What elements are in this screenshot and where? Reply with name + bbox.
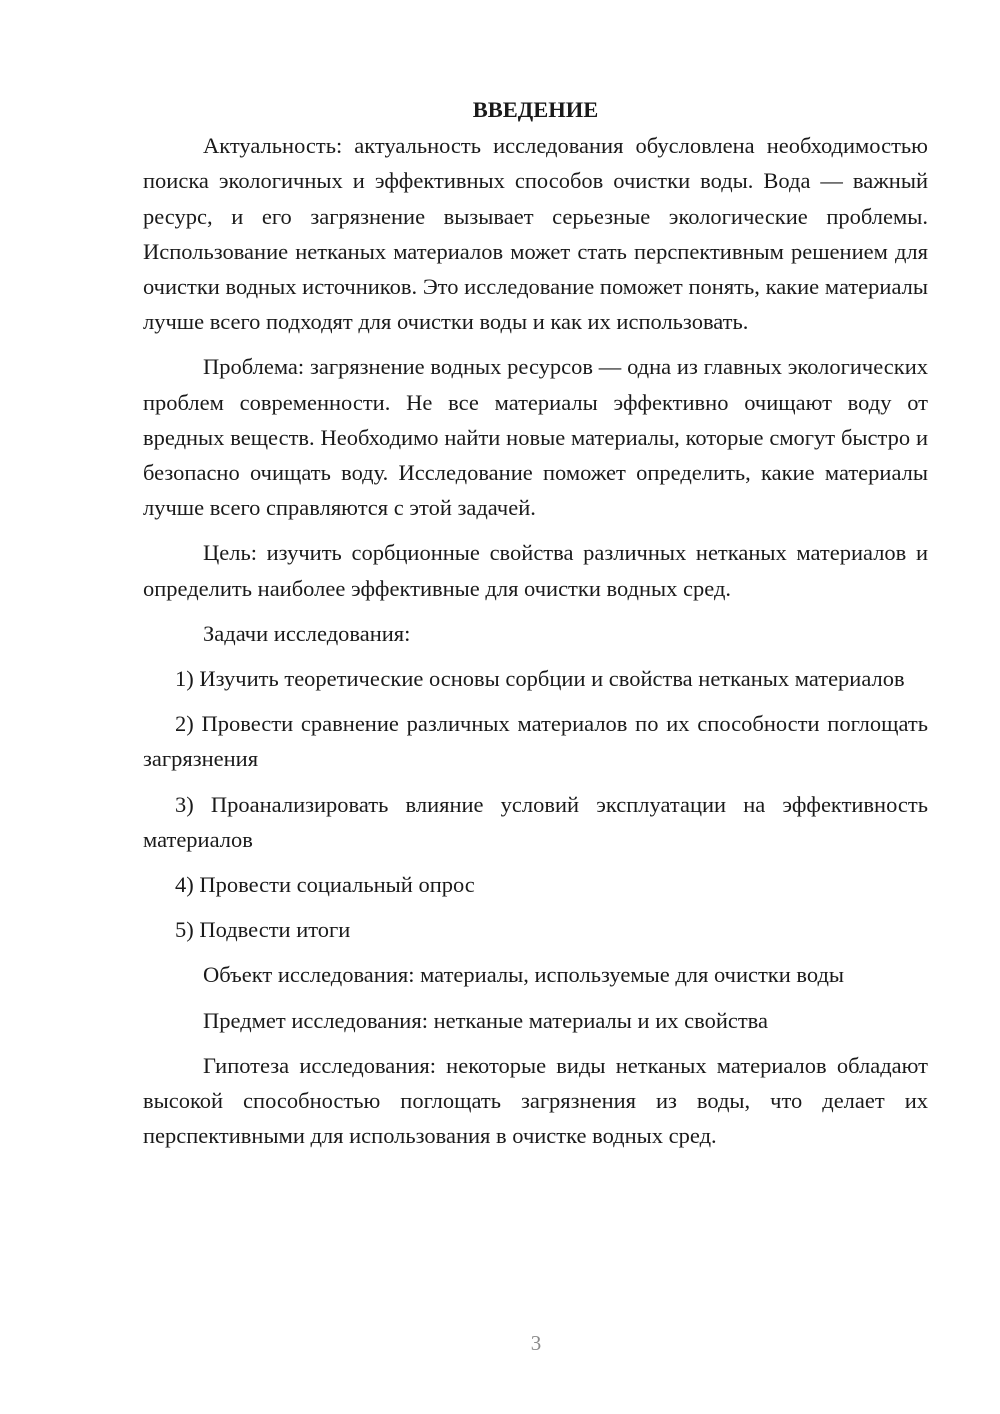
task-item-5: 5) Подвести итоги [175,917,351,943]
task-item-2: 2) Провести сравнение различных материалов по их способности поглощать загрязнения [143,711,928,772]
paragraph-subject: Предмет исследования: нетканые материалы и их свойства [203,1007,768,1033]
task-item-4: 4) Провести социальный опрос [175,872,475,898]
paragraph-problem: Проблема: загрязнение водных ресурсов — одна из главных экологических проблем современности. Не все материалы эффективно очищают воду от вредных веществ. Необходимо найти новые материалы, которые смогут быстро и безопасно очищать воду. Исследование поможет определить, какие материалы лучше всего справляются с этой задачей. [143,354,928,521]
paragraph-object: Объект исследования: материалы, используемые для очистки воды [203,962,845,988]
task-item-3: 3) Проанализировать влияние условий эксплуатации на эффективность материалов [143,791,928,852]
page-content [143,92,928,1163]
paragraph-goal: Цель: изучить сорбционные свойства различных нетканых материалов и определить наиболее эффективные для очистки водных сред. [143,540,928,601]
page-number: 3 [530,1331,542,1355]
task-item-1: 1) Изучить теоретические основы сорбции и свойства нетканых материалов [175,666,905,692]
paragraph-hypothesis: Гипотеза исследования: некоторые виды нетканых материалов обладают высокой способностью поглощать загрязнения из воды, что делает их перспективными для использования в очистке водных сред. [143,1052,928,1149]
page-title: ВВЕДЕНИЕ [472,97,599,122]
tasks-heading: Задачи исследования: [203,620,411,646]
paragraph-relevance: Актуальность: актуальность исследования обусловлена необходимостью поиска экологичных и эффективных способов очистки воды. Вода — важный ресурс, и его загрязнение вызывает серьезные экологические проблемы. Использование нетканых материалов может стать перспективным решением для очистки водных источников. Это исследование поможет понять, какие материалы лучше всего подходят для очистки воды и как их использовать. [143,133,928,335]
